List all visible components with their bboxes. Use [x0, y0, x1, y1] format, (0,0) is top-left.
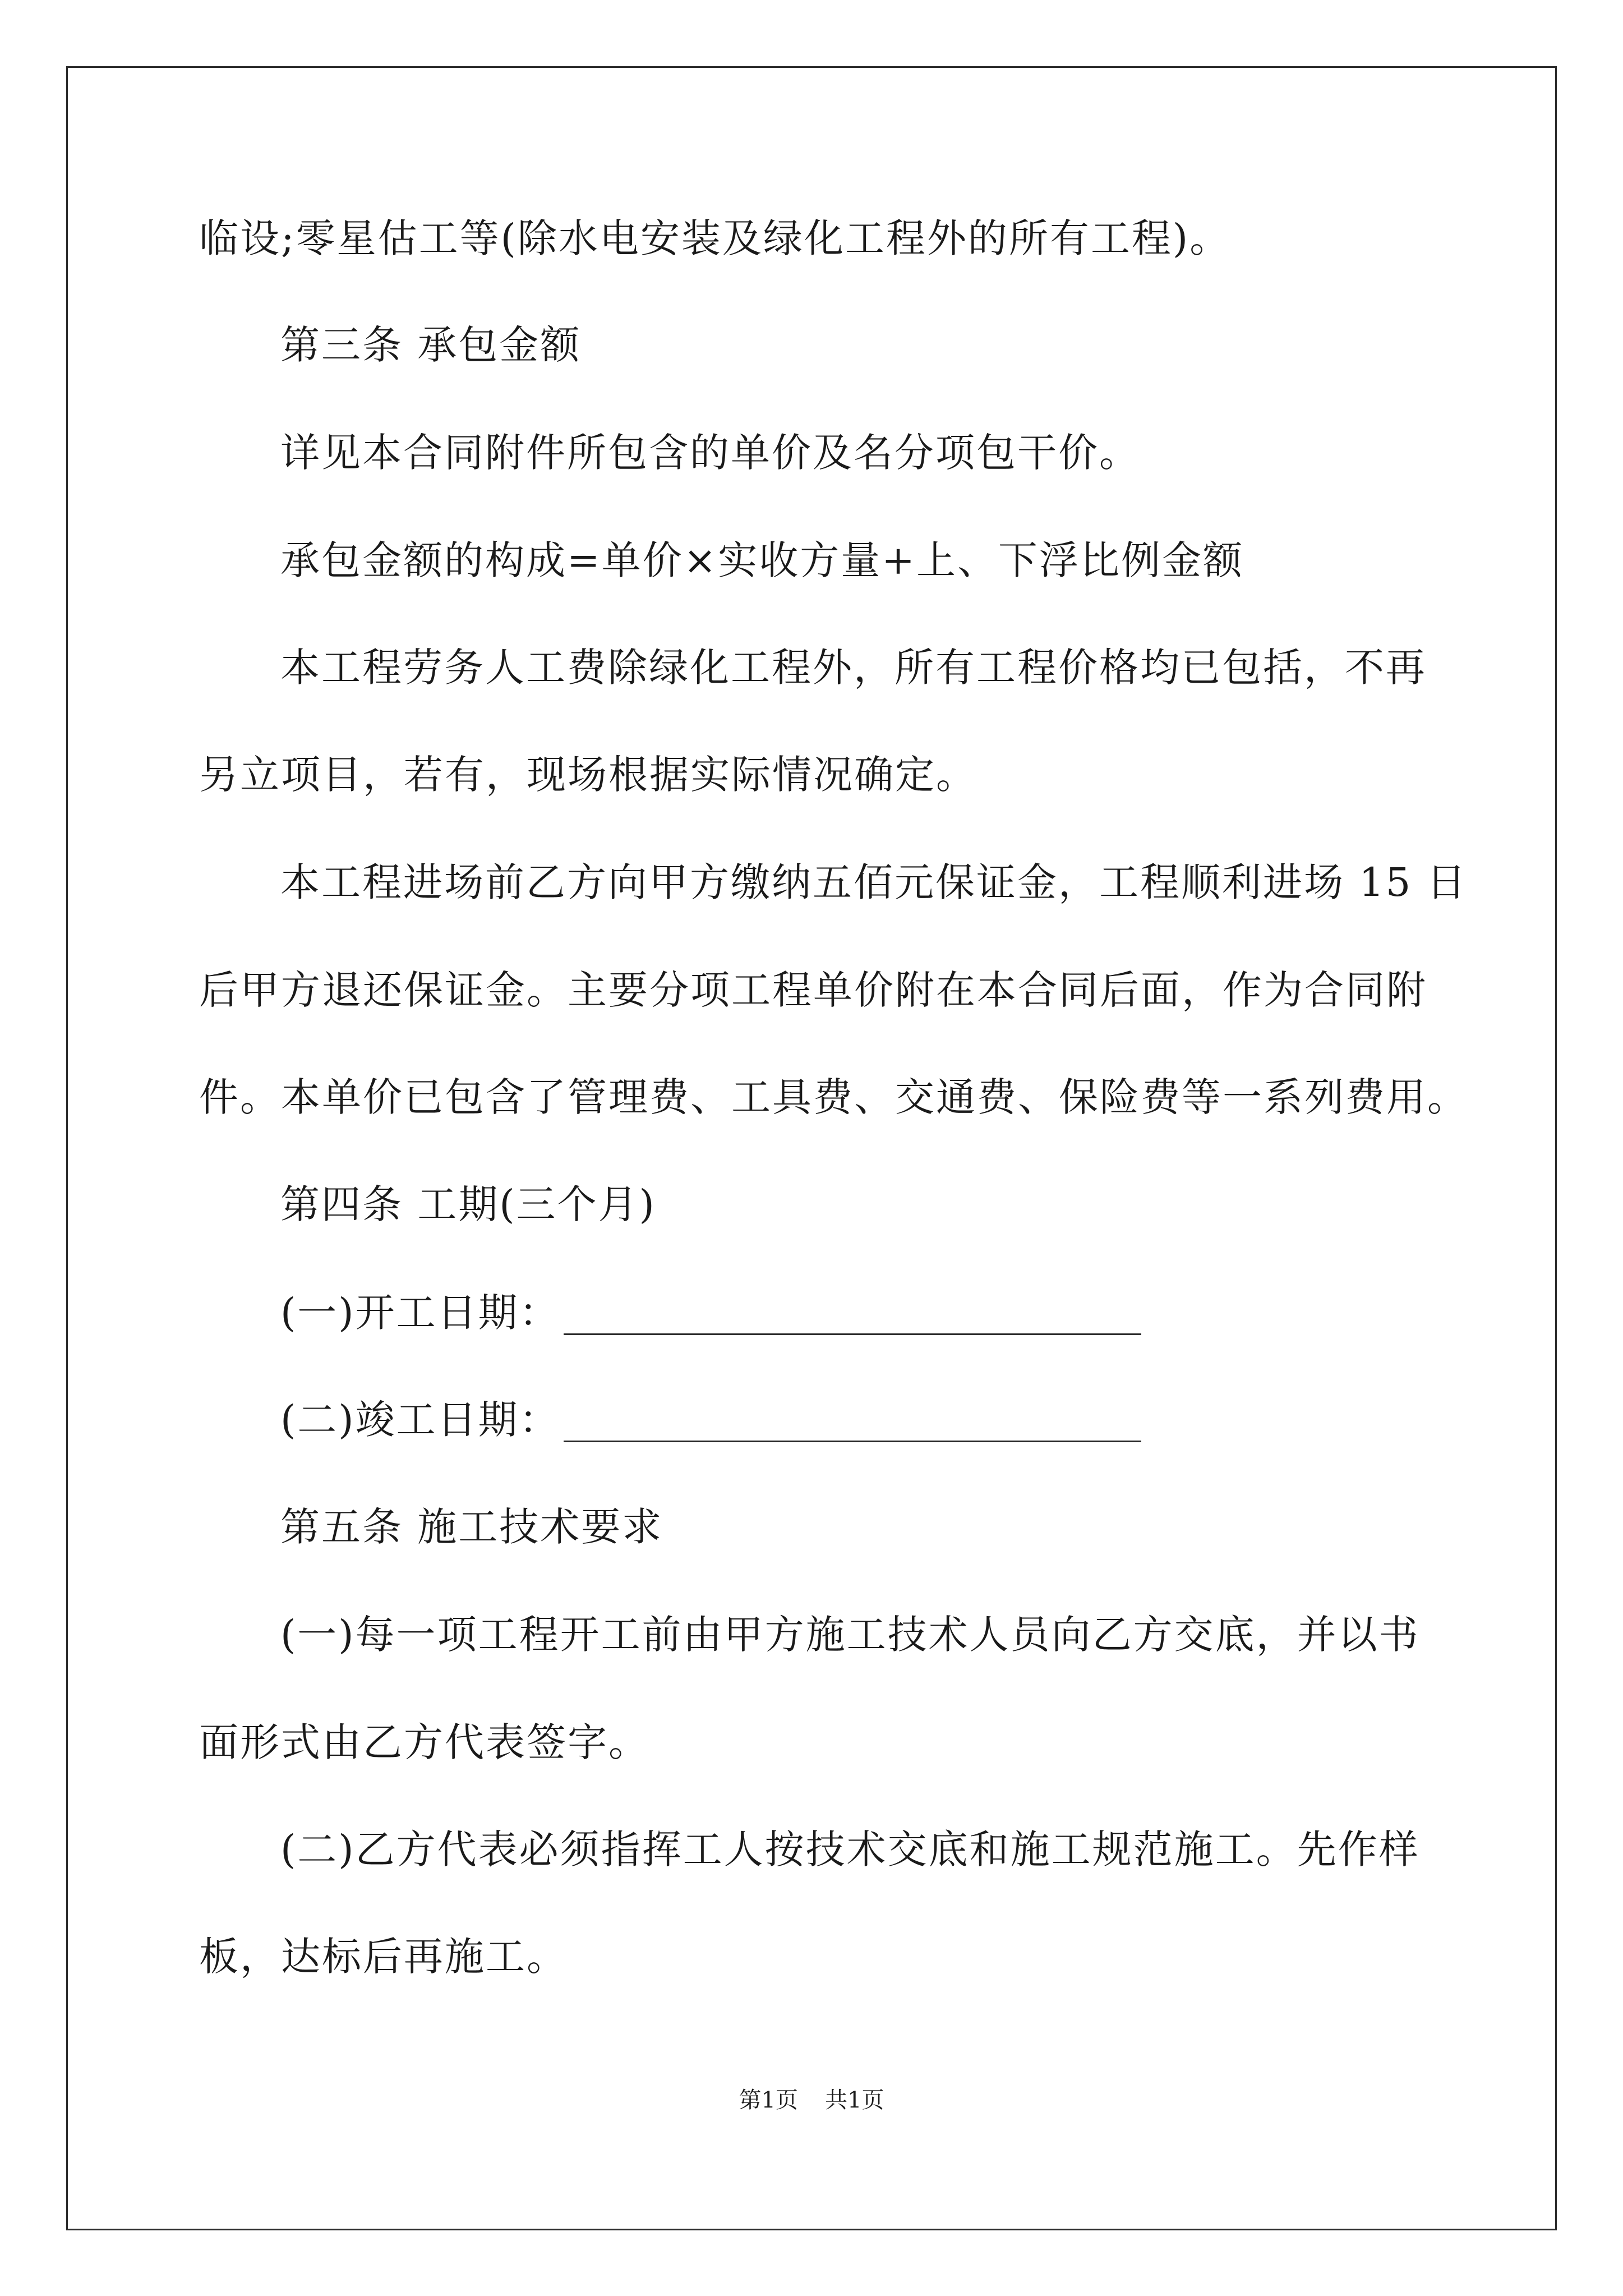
paragraph-line: 本工程进场前乙方向甲方缴纳五佰元保证金，工程顺利进场 15 日 [280, 859, 1468, 905]
page-footer [0, 2087, 1623, 2114]
paragraph-line: (二)乙方代表必须指挥工人按技术交底和施工规范施工。先作样 [280, 1826, 1420, 1872]
completion-date-line [280, 1397, 1141, 1442]
page-number-total: 共1页 [825, 2087, 884, 2113]
paragraph-line: 板，达标后再施工。 [199, 1934, 568, 1980]
paragraph-line: 承包金额的构成=单价×实收方量+上、下浮比例金额 [280, 537, 1244, 583]
section-heading: 第五条 施工技术要求 [280, 1504, 663, 1550]
paragraph-line: 件。本单价已包含了管理费、工具费、交通费、保险费等一系列费用。 [199, 1074, 1468, 1120]
section-heading: 第四条 工期(三个月) [280, 1181, 656, 1227]
section-heading: 第三条 承包金额 [280, 322, 582, 368]
start-date-label: (一)开工日期： [280, 1290, 560, 1336]
completion-date-blank [564, 1407, 1141, 1442]
paragraph-line: 面形式由乙方代表签字。 [199, 1719, 649, 1765]
start-date-line [280, 1290, 1141, 1335]
page-border [66, 66, 1557, 2230]
completion-date-label: (二)竣工日期： [280, 1397, 560, 1443]
paragraph-line: 本工程劳务人工费除绿化工程外，所有工程价格均已包括，不再 [280, 645, 1427, 691]
page-number-current: 第1页 [739, 2087, 798, 2113]
paragraph-line: (一)每一项工程开工前由甲方施工技术人员向乙方交底，并以书 [280, 1612, 1420, 1658]
paragraph-line: 另立项目，若有，现场根据实际情况确定。 [199, 752, 977, 798]
paragraph-line: 后甲方退还保证金。主要分项工程单价附在本合同后面，作为合同附 [199, 967, 1427, 1013]
paragraph-line: 详见本合同附件所包含的单价及名分项包干价。 [280, 430, 1140, 476]
start-date-blank [564, 1300, 1141, 1335]
paragraph-line: 临设;零星估工等(除水电安装及绿化工程外的所有工程)。 [199, 215, 1231, 261]
